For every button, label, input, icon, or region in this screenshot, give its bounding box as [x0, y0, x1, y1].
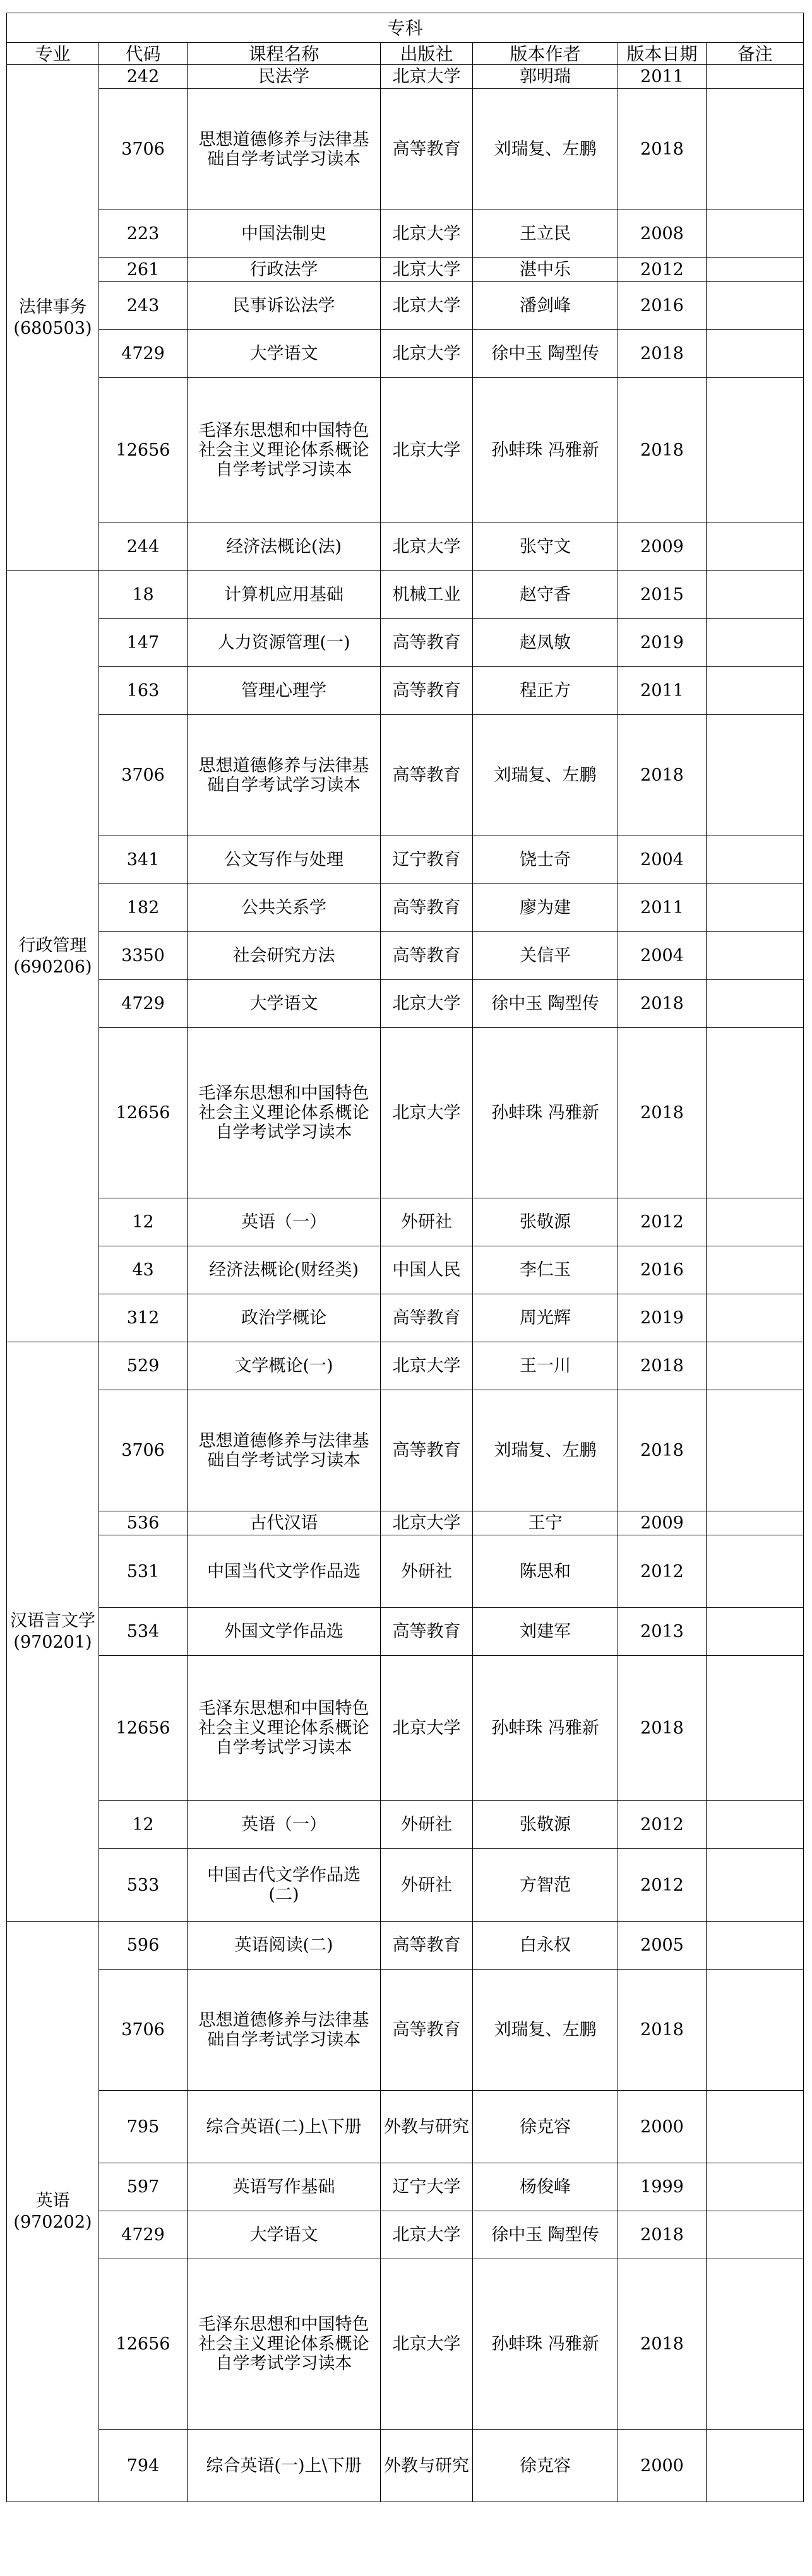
- date-cell: 2012: [618, 1198, 707, 1246]
- title-row: [7, 13, 804, 43]
- code-cell: 244: [99, 523, 188, 571]
- code-cell: 12: [99, 1198, 188, 1246]
- table-row: [7, 1608, 804, 1656]
- author-cell: 徐克容: [473, 2091, 618, 2163]
- publisher-cell: 北京大学: [381, 980, 473, 1028]
- author-cell: 杨俊峰: [473, 2163, 618, 2211]
- table-row: [7, 1511, 804, 1535]
- code-cell: 795: [99, 2091, 188, 2163]
- author-cell: 赵凤敏: [473, 619, 618, 667]
- header-note: 备注: [707, 43, 804, 65]
- course-cell: 英语阅读(二): [188, 1922, 381, 1970]
- table-row: [7, 378, 804, 523]
- publisher-cell: 北京大学: [381, 330, 473, 378]
- publisher-cell: 高等教育: [381, 715, 473, 836]
- author-cell: 刘瑞复、左鹏: [473, 715, 618, 836]
- table-row: [7, 1535, 804, 1608]
- publisher-cell: 辽宁教育: [381, 836, 473, 884]
- table-row: [7, 2211, 804, 2259]
- note-cell: [707, 1198, 804, 1246]
- author-cell: 程正方: [473, 667, 618, 715]
- code-cell: 3350: [99, 932, 188, 980]
- publisher-cell: 高等教育: [381, 1608, 473, 1656]
- table-row: [7, 330, 804, 378]
- code-cell: 182: [99, 884, 188, 932]
- table-row: [7, 667, 804, 715]
- date-cell: 2009: [618, 1511, 707, 1535]
- header-row: [7, 43, 804, 65]
- major-code: (970201): [13, 1632, 92, 1652]
- date-cell: 2015: [618, 571, 707, 619]
- author-cell: 潘剑峰: [473, 282, 618, 330]
- author-cell: 廖为建: [473, 884, 618, 932]
- table-row: [7, 1970, 804, 2091]
- code-cell: 147: [99, 619, 188, 667]
- note-cell: [707, 932, 804, 980]
- note-cell: [707, 1970, 804, 2091]
- header-major: 专业: [7, 43, 99, 65]
- date-cell: 2018: [618, 1390, 707, 1511]
- course-table-sheet: [6, 13, 803, 2502]
- course-cell: 思想道德修养与法律基础自学考试学习读本: [188, 1390, 381, 1511]
- course-cell: 综合英语(一)上\下册: [188, 2430, 381, 2502]
- note-cell: [707, 1656, 804, 1801]
- course-cell: 人力资源管理(一): [188, 619, 381, 667]
- course-cell: 英语（一）: [188, 1801, 381, 1849]
- code-cell: 18: [99, 571, 188, 619]
- publisher-cell: 外研社: [381, 1535, 473, 1608]
- date-cell: 2008: [618, 210, 707, 258]
- note-cell: [707, 378, 804, 523]
- code-cell: 794: [99, 2430, 188, 2502]
- note-cell: [707, 1849, 804, 1922]
- note-cell: [707, 523, 804, 571]
- author-cell: 刘瑞复、左鹏: [473, 89, 618, 210]
- author-cell: 陈思和: [473, 1535, 618, 1608]
- code-cell: 261: [99, 258, 188, 282]
- note-cell: [707, 980, 804, 1028]
- table-body: [7, 65, 804, 2502]
- note-cell: [707, 619, 804, 667]
- publisher-cell: 北京大学: [381, 2259, 473, 2430]
- author-cell: 徐中玉 陶型传: [473, 2211, 618, 2259]
- note-cell: [707, 1294, 804, 1342]
- publisher-cell: 外研社: [381, 1198, 473, 1246]
- table-row: [7, 980, 804, 1028]
- author-cell: 郭明瑞: [473, 65, 618, 89]
- code-cell: 529: [99, 1342, 188, 1390]
- major-name: 汉语言文学: [10, 1610, 95, 1631]
- author-cell: 刘瑞复、左鹏: [473, 1390, 618, 1511]
- author-cell: 孙蚌珠 冯雅新: [473, 378, 618, 523]
- note-cell: [707, 1922, 804, 1970]
- course-cell: 计算机应用基础: [188, 571, 381, 619]
- date-cell: 2018: [618, 1342, 707, 1390]
- major-cell: [7, 1922, 99, 2502]
- code-cell: 4729: [99, 330, 188, 378]
- date-cell: 2000: [618, 2091, 707, 2163]
- code-cell: 3706: [99, 715, 188, 836]
- note-cell: [707, 89, 804, 210]
- note-cell: [707, 258, 804, 282]
- table-row: [7, 2430, 804, 2502]
- publisher-cell: 外教与研究: [381, 2430, 473, 2502]
- code-cell: 534: [99, 1608, 188, 1656]
- code-cell: 12656: [99, 2259, 188, 2430]
- publisher-cell: 高等教育: [381, 1922, 473, 1970]
- course-cell: 大学语文: [188, 980, 381, 1028]
- table-row: [7, 523, 804, 571]
- code-cell: 533: [99, 1849, 188, 1922]
- major-cell: [7, 65, 99, 571]
- author-cell: 李仁玉: [473, 1246, 618, 1294]
- author-cell: 张敬源: [473, 1801, 618, 1849]
- course-cell: 思想道德修养与法律基础自学考试学习读本: [188, 715, 381, 836]
- table-row: [7, 1656, 804, 1801]
- note-cell: [707, 65, 804, 89]
- table-row: [7, 1294, 804, 1342]
- date-cell: 2016: [618, 1246, 707, 1294]
- code-cell: 597: [99, 2163, 188, 2211]
- table-row: [7, 619, 804, 667]
- code-cell: 3706: [99, 1390, 188, 1511]
- date-cell: 2018: [618, 980, 707, 1028]
- date-cell: 2018: [618, 715, 707, 836]
- note-cell: [707, 330, 804, 378]
- author-cell: 王宁: [473, 1511, 618, 1535]
- table-row: [7, 258, 804, 282]
- code-cell: 12656: [99, 1656, 188, 1801]
- date-cell: 1999: [618, 2163, 707, 2211]
- header-course: 课程名称: [188, 43, 381, 65]
- date-cell: 2018: [618, 1028, 707, 1198]
- publisher-cell: 高等教育: [381, 932, 473, 980]
- date-cell: 2013: [618, 1608, 707, 1656]
- code-cell: 12656: [99, 1028, 188, 1198]
- date-cell: 2018: [618, 1970, 707, 2091]
- course-cell: 行政法学: [188, 258, 381, 282]
- header-code: 代码: [99, 43, 188, 65]
- code-cell: 12656: [99, 378, 188, 523]
- date-cell: 2004: [618, 836, 707, 884]
- major-code: (680503): [13, 318, 92, 338]
- note-cell: [707, 1246, 804, 1294]
- date-cell: 2009: [618, 523, 707, 571]
- table-row: [7, 89, 804, 210]
- publisher-cell: 高等教育: [381, 667, 473, 715]
- code-cell: 3706: [99, 1970, 188, 2091]
- course-cell: 外国文学作品选: [188, 1608, 381, 1656]
- course-cell: 英语写作基础: [188, 2163, 381, 2211]
- note-cell: [707, 571, 804, 619]
- note-cell: [707, 884, 804, 932]
- code-cell: 4729: [99, 2211, 188, 2259]
- course-cell: 公共关系学: [188, 884, 381, 932]
- table-row: [7, 1198, 804, 1246]
- major-cell: [7, 1342, 99, 1922]
- course-cell: 公文写作与处理: [188, 836, 381, 884]
- date-cell: 2012: [618, 1801, 707, 1849]
- note-cell: [707, 282, 804, 330]
- note-cell: [707, 1390, 804, 1511]
- note-cell: [707, 1511, 804, 1535]
- author-cell: 湛中乐: [473, 258, 618, 282]
- course-cell: 古代汉语: [188, 1511, 381, 1535]
- date-cell: 2011: [618, 667, 707, 715]
- publisher-cell: 高等教育: [381, 1970, 473, 2091]
- author-cell: 赵守香: [473, 571, 618, 619]
- course-cell: 经济法概论(财经类): [188, 1246, 381, 1294]
- major-name: 行政管理: [18, 935, 87, 955]
- date-cell: 2012: [618, 1849, 707, 1922]
- author-cell: 徐中玉 陶型传: [473, 330, 618, 378]
- code-cell: 536: [99, 1511, 188, 1535]
- code-cell: 12: [99, 1801, 188, 1849]
- table-title: 专科: [7, 13, 804, 43]
- table-row: [7, 210, 804, 258]
- note-cell: [707, 1535, 804, 1608]
- course-cell: 民法学: [188, 65, 381, 89]
- date-cell: 2018: [618, 2259, 707, 2430]
- code-cell: 43: [99, 1246, 188, 1294]
- author-cell: 王立民: [473, 210, 618, 258]
- code-cell: 243: [99, 282, 188, 330]
- publisher-cell: 北京大学: [381, 1342, 473, 1390]
- date-cell: 2019: [618, 619, 707, 667]
- publisher-cell: 北京大学: [381, 258, 473, 282]
- course-cell: 中国法制史: [188, 210, 381, 258]
- date-cell: 2018: [618, 2211, 707, 2259]
- course-cell: 社会研究方法: [188, 932, 381, 980]
- course-cell: 毛泽东思想和中国特色社会主义理论体系概论自学考试学习读本: [188, 2259, 381, 2430]
- publisher-cell: 高等教育: [381, 1294, 473, 1342]
- table-row: [7, 1801, 804, 1849]
- header-publisher: 出版社: [381, 43, 473, 65]
- publisher-cell: 高等教育: [381, 89, 473, 210]
- publisher-cell: 外教与研究: [381, 2091, 473, 2163]
- publisher-cell: 北京大学: [381, 1511, 473, 1535]
- note-cell: [707, 1028, 804, 1198]
- table-row: [7, 715, 804, 836]
- author-cell: 方智范: [473, 1849, 618, 1922]
- note-cell: [707, 836, 804, 884]
- publisher-cell: 高等教育: [381, 619, 473, 667]
- code-cell: 596: [99, 1922, 188, 1970]
- table-row: [7, 884, 804, 932]
- course-cell: 文学概论(一): [188, 1342, 381, 1390]
- publisher-cell: 北京大学: [381, 2211, 473, 2259]
- publisher-cell: 高等教育: [381, 1390, 473, 1511]
- publisher-cell: 北京大学: [381, 1656, 473, 1801]
- publisher-cell: 辽宁大学: [381, 2163, 473, 2211]
- note-cell: [707, 2211, 804, 2259]
- publisher-cell: 北京大学: [381, 1028, 473, 1198]
- header-date: 版本日期: [618, 43, 707, 65]
- author-cell: 孙蚌珠 冯雅新: [473, 1028, 618, 1198]
- table-row: [7, 1390, 804, 1511]
- author-cell: 王一川: [473, 1342, 618, 1390]
- course-cell: 毛泽东思想和中国特色社会主义理论体系概论自学考试学习读本: [188, 1028, 381, 1198]
- table-row: [7, 282, 804, 330]
- note-cell: [707, 2430, 804, 2502]
- author-cell: 刘建军: [473, 1608, 618, 1656]
- date-cell: 2012: [618, 1535, 707, 1608]
- date-cell: 2005: [618, 1922, 707, 1970]
- author-cell: 白永权: [473, 1922, 618, 1970]
- note-cell: [707, 1342, 804, 1390]
- publisher-cell: 中国人民: [381, 1246, 473, 1294]
- code-cell: 223: [99, 210, 188, 258]
- note-cell: [707, 667, 804, 715]
- code-cell: 242: [99, 65, 188, 89]
- course-cell: 管理心理学: [188, 667, 381, 715]
- course-cell: 思想道德修养与法律基础自学考试学习读本: [188, 1970, 381, 2091]
- publisher-cell: 外研社: [381, 1849, 473, 1922]
- code-cell: 531: [99, 1535, 188, 1608]
- table-row: [7, 1342, 804, 1390]
- date-cell: 2011: [618, 65, 707, 89]
- major-name: 法律事务: [18, 297, 87, 317]
- note-cell: [707, 1608, 804, 1656]
- course-cell: 中国古代文学作品选(二): [188, 1849, 381, 1922]
- course-cell: 综合英语(二)上\下册: [188, 2091, 381, 2163]
- course-cell: 中国当代文学作品选: [188, 1535, 381, 1608]
- header-author: 版本作者: [473, 43, 618, 65]
- author-cell: 孙蚌珠 冯雅新: [473, 2259, 618, 2430]
- table-row: [7, 2091, 804, 2163]
- code-cell: 312: [99, 1294, 188, 1342]
- code-cell: 163: [99, 667, 188, 715]
- date-cell: 2016: [618, 282, 707, 330]
- course-cell: 思想道德修养与法律基础自学考试学习读本: [188, 89, 381, 210]
- major-cell: [7, 571, 99, 1342]
- table-row: [7, 1246, 804, 1294]
- note-cell: [707, 715, 804, 836]
- course-cell: 英语（一）: [188, 1198, 381, 1246]
- date-cell: 2018: [618, 330, 707, 378]
- table-row: [7, 2259, 804, 2430]
- course-cell: 民事诉讼法学: [188, 282, 381, 330]
- major-code: (690206): [13, 957, 92, 977]
- code-cell: 3706: [99, 89, 188, 210]
- code-cell: 341: [99, 836, 188, 884]
- publisher-cell: 北京大学: [381, 210, 473, 258]
- publisher-cell: 高等教育: [381, 884, 473, 932]
- publisher-cell: 北京大学: [381, 523, 473, 571]
- date-cell: 2011: [618, 884, 707, 932]
- course-table: [6, 13, 804, 2502]
- author-cell: 刘瑞复、左鹏: [473, 1970, 618, 2091]
- note-cell: [707, 210, 804, 258]
- course-cell: 毛泽东思想和中国特色社会主义理论体系概论自学考试学习读本: [188, 378, 381, 523]
- major-name: 英语: [35, 2190, 70, 2211]
- note-cell: [707, 2259, 804, 2430]
- author-cell: 周光辉: [473, 1294, 618, 1342]
- table-row: [7, 932, 804, 980]
- publisher-cell: 机械工业: [381, 571, 473, 619]
- publisher-cell: 北京大学: [381, 378, 473, 523]
- table-row: [7, 1922, 804, 1970]
- note-cell: [707, 1801, 804, 1849]
- author-cell: 孙蚌珠 冯雅新: [473, 1656, 618, 1801]
- course-cell: 政治学概论: [188, 1294, 381, 1342]
- author-cell: 饶士奇: [473, 836, 618, 884]
- publisher-cell: 北京大学: [381, 282, 473, 330]
- course-cell: 大学语文: [188, 2211, 381, 2259]
- author-cell: 张敬源: [473, 1198, 618, 1246]
- table-row: [7, 1849, 804, 1922]
- date-cell: 2004: [618, 932, 707, 980]
- author-cell: 关信平: [473, 932, 618, 980]
- table-row: [7, 2163, 804, 2211]
- table-row: [7, 1028, 804, 1198]
- author-cell: 徐中玉 陶型传: [473, 980, 618, 1028]
- note-cell: [707, 2091, 804, 2163]
- course-cell: 毛泽东思想和中国特色社会主义理论体系概论自学考试学习读本: [188, 1656, 381, 1801]
- code-cell: 4729: [99, 980, 188, 1028]
- date-cell: 2019: [618, 1294, 707, 1342]
- author-cell: 徐克容: [473, 2430, 618, 2502]
- date-cell: 2000: [618, 2430, 707, 2502]
- date-cell: 2012: [618, 258, 707, 282]
- author-cell: 张守文: [473, 523, 618, 571]
- date-cell: 2018: [618, 89, 707, 210]
- note-cell: [707, 2163, 804, 2211]
- table-row: [7, 571, 804, 619]
- date-cell: 2018: [618, 1656, 707, 1801]
- table-row: [7, 65, 804, 89]
- course-cell: 经济法概论(法): [188, 523, 381, 571]
- publisher-cell: 外研社: [381, 1801, 473, 1849]
- major-code: (970202): [13, 2212, 92, 2232]
- date-cell: 2018: [618, 378, 707, 523]
- course-cell: 大学语文: [188, 330, 381, 378]
- publisher-cell: 北京大学: [381, 65, 473, 89]
- table-row: [7, 836, 804, 884]
